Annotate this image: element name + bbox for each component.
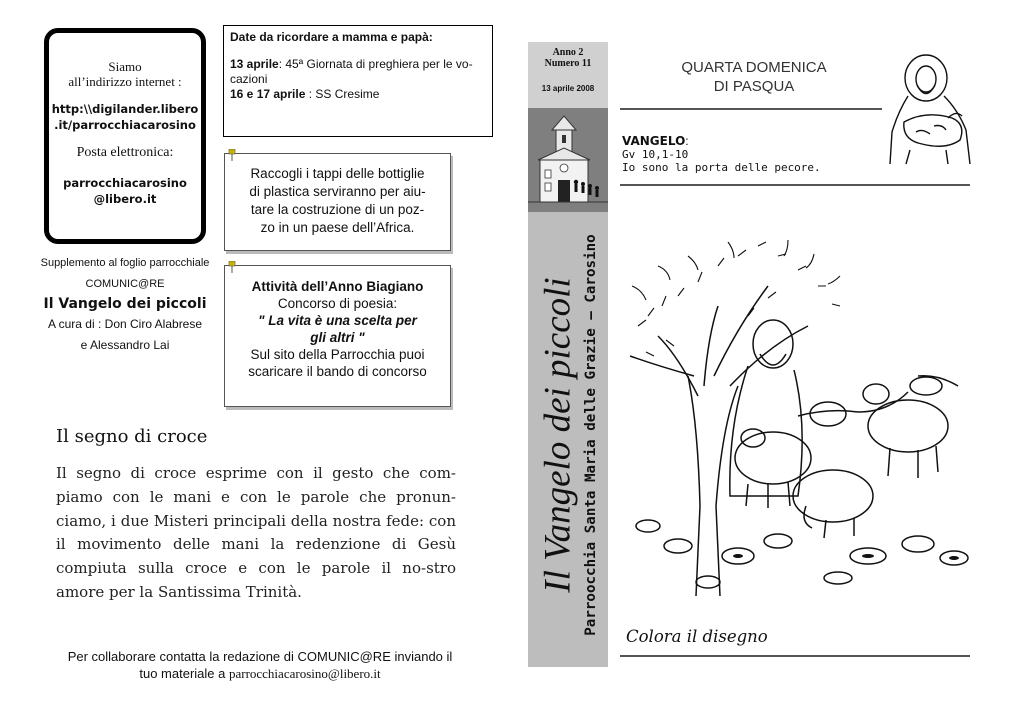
- date-row-2: [230, 87, 486, 102]
- footer-line2: [40, 665, 480, 682]
- note2-line1: Concorso di poesia:: [277, 296, 398, 311]
- website-url-line1[interactable]: http:\\digilander.libero: [51, 102, 199, 116]
- sunday-title-line2: DI PASQUA: [713, 78, 795, 95]
- coloring-caption: Colora il disegno: [626, 627, 768, 646]
- issue-date: 13 aprile 2008: [541, 84, 595, 93]
- dates-heading: Date da ricordare a mamma e papà:: [230, 30, 433, 44]
- divider: [620, 655, 970, 657]
- article-body: Il segno di croce esprime con il gesto che com-piamo con le mani e con le parole che pronun-ciamo, i due Misteri principali della nostra fede: con il movimento delle mani la redenzione di Gesù compiuta sulla croce e con le parole il no-stro amore per la Santissima Trinità.: [56, 464, 456, 601]
- supplement-line: Supplemento al foglio parrocchiale: [40, 257, 210, 269]
- internet-intro-1: Siamo: [108, 59, 142, 74]
- date-row-1: [230, 57, 486, 87]
- gospel-verse: Gv 10,1-10: [622, 148, 689, 161]
- email-address[interactable]: [49, 175, 201, 207]
- editor-names: e Alessandro Lai: [80, 338, 170, 352]
- footer-line2-text: tuo materiale a: [139, 666, 229, 681]
- poem-title-line1: " La vita è una scelta per: [258, 313, 417, 328]
- note1-line4: zo in un paese dell’Africa.: [260, 220, 415, 235]
- pin-icon: [228, 149, 236, 161]
- supplement-info: [30, 256, 220, 352]
- gospel-quote: Io sono la porta delle pecore.: [622, 161, 821, 174]
- script-title: Il Vangelo dei piccoli: [537, 277, 579, 593]
- publication-title: Il Vangelo dei piccoli: [43, 296, 207, 312]
- contribute-footer: [40, 648, 480, 682]
- divider: [620, 184, 970, 186]
- church-illustration: [528, 108, 608, 212]
- email-label: Posta elettronica:: [76, 145, 174, 160]
- newsletter-name: COMUNIC@RE: [85, 278, 165, 290]
- website-url[interactable]: [49, 101, 201, 133]
- date-2: 16 e 17 aprile: [230, 87, 306, 101]
- email-address-line2[interactable]: @libero.it: [93, 192, 157, 206]
- jesus-with-lamb-icon: [886, 52, 978, 168]
- dates-box: [223, 25, 493, 137]
- issue-info: [528, 42, 608, 108]
- poetry-contest-note: [224, 265, 451, 407]
- parish-name: Parroocchia Santa Maria delle Grazie — Carosino: [583, 234, 599, 636]
- gospel-label: VANGELO: [622, 134, 686, 148]
- internet-info-box: [44, 28, 206, 244]
- issue-number: Numero 11: [544, 58, 592, 69]
- spine-vertical-text: [536, 205, 606, 665]
- sunday-title: [664, 58, 844, 96]
- good-shepherd-coloring-drawing: [618, 226, 970, 596]
- editor-line: A cura di : Don Ciro Alabrese: [47, 317, 203, 331]
- bottle-caps-note: [224, 153, 451, 251]
- gospel-colon: :: [685, 134, 689, 148]
- internet-intro-2: all’indirizzo internet :: [68, 74, 182, 89]
- pin-icon: [228, 261, 236, 273]
- date-2-text: : SS Cresime: [305, 87, 380, 101]
- issue-year: Anno 2: [552, 47, 584, 58]
- article-title: Il segno di croce: [56, 426, 208, 447]
- note2-line5: scaricare il bando di concorso: [248, 364, 427, 379]
- footer-email[interactable]: parrocchiacarosino@libero.it: [228, 666, 381, 681]
- date-1-text: : 45ª Giornata di preghiera per le vo-cazioni: [230, 57, 473, 86]
- email-address-line1[interactable]: parrocchiacarosino: [63, 176, 187, 190]
- gospel-reference: [622, 134, 821, 174]
- divider: [620, 108, 882, 110]
- footer-line1: Per collaborare contatta la redazione di COMUNIC@RE inviando il: [67, 649, 453, 664]
- note1-line2: di plastica serviranno per aiu-: [249, 184, 426, 199]
- sunday-title-line1: QUARTA DOMENICA: [681, 59, 827, 76]
- website-url-line2[interactable]: .it/parrocchiacarosino: [54, 118, 196, 132]
- date-1: 13 aprile: [230, 57, 279, 71]
- note2-heading: Attività dell’Anno Biagiano: [251, 279, 424, 294]
- note2-line4: Sul sito della Parrocchia puoi: [250, 347, 425, 362]
- poem-title-line2: gli altri ": [310, 330, 365, 345]
- church-icon: [528, 108, 608, 212]
- note1-line3: tare la costruzione di un poz-: [250, 202, 425, 217]
- note1-line1: Raccogli i tappi delle bottiglie: [250, 166, 425, 181]
